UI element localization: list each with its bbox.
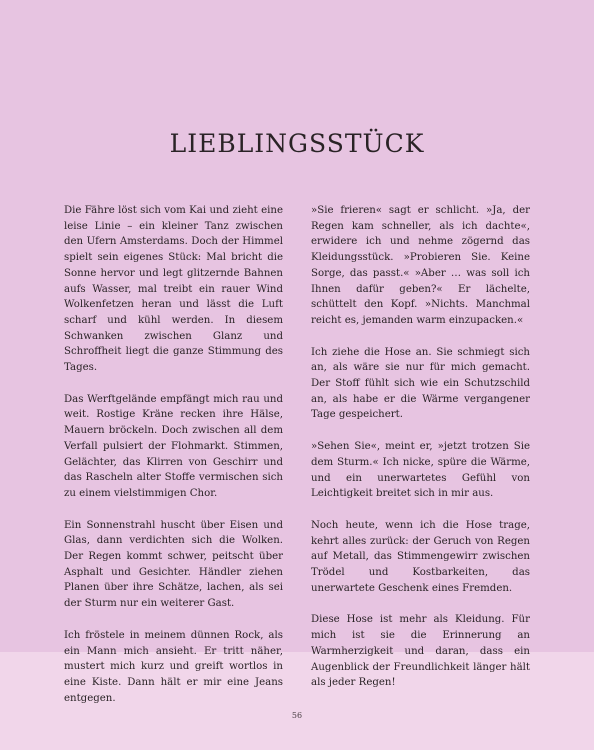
paragraph: Das Werftgelände empfängt mich rau und weit. Rostige Kräne recken ihre Hälse, Mauern bröckeln. Doch zwischen all dem Verfall pulsiert der Flohmarkt. Stimmen, Gelächter, das Klirren von Geschirr und das Rascheln alter Stoffe vermischen sich zu einem vielstimmigen Chor. xyxy=(64,393,283,499)
paragraph: Ein Sonnenstrahl huscht über Eisen und Glas, dann verdichten sich die Wolken. Der Regen kommt schwer, peitscht über Asphalt und Gesichter. Händler ziehen Planen über ihre Schätze, lachen, als sei der Sturm nur ein weiterer Gast. xyxy=(64,519,283,610)
paragraph: Ich ziehe die Hose an. Sie schmiegt sich an, als wäre sie nur für mich gemacht. Der Stoff fühlt sich wie ein Schutzschild an, als habe er die Wärme vergangener Tage gespeichert. xyxy=(311,346,530,421)
right-column xyxy=(311,203,530,707)
paragraph: Noch heute, wenn ich die Hose trage, kehrt alles zurück: der Geruch von Regen auf Metall, das Stimmengewirr zwischen Trödel und Kostbarkeiten, das unerwartete Geschenk eines Fremden. xyxy=(311,519,530,594)
paragraph: »Sehen Sie«, meint er, »jetzt trotzen Sie dem Sturm.« Ich nicke, spüre die Wärme, und ein unerwartetes Gefühl von Leichtigkeit breitet sich in mir aus. xyxy=(311,441,530,500)
paragraph: Die Fähre löst sich vom Kai und zieht eine leise Linie – ein kleiner Tanz zwischen den Ufern Amsterdams. Doch der Himmel spielt sein eigenes Stück: Mal bricht die Sonne hervor und legt glitzernde Bahnen aufs Wasser, mal treibt ein rauer Wind Wolkenfetzen heran und lässt die Luft scharf und kühl werden. In diesem Schwanken zwischen Glanz und Schroffheit liegt die ganze Stimmung des Tages. xyxy=(64,205,283,374)
left-column xyxy=(64,203,283,722)
paragraph: »Sie frieren« sagt er schlicht. »Ja, der Regen kam schneller, als ich dachte«, erwidere ich und nehme zögernd das Kleidungsstück. »Probieren Sie. Keine Sorge, das passt.« »Aber … was soll ich Ihnen dafür geben?« Er lächelte, schüttelt den Kopf. »Nichts. Manchmal reicht es, jemanden warm einzupacken.« xyxy=(311,205,530,326)
page-title: LIEBLINGSSTÜCK xyxy=(169,128,425,158)
paragraph: Ich fröstele in meinem dünnen Rock, als ein Mann mich ansieht. Er tritt näher, mustert mich kurz und greift wortlos in eine Kiste. Dann hält er mir eine Jeans entgegen. xyxy=(64,629,283,704)
page-number: 56 xyxy=(291,711,303,720)
paragraph: Diese Hose ist mehr als Kleidung. Für mich ist sie die Erinnerung an Warmherzigkeit und daran, dass ein Augenblick der Freundlichkeit länger hält als jeder Regen! xyxy=(311,614,530,689)
